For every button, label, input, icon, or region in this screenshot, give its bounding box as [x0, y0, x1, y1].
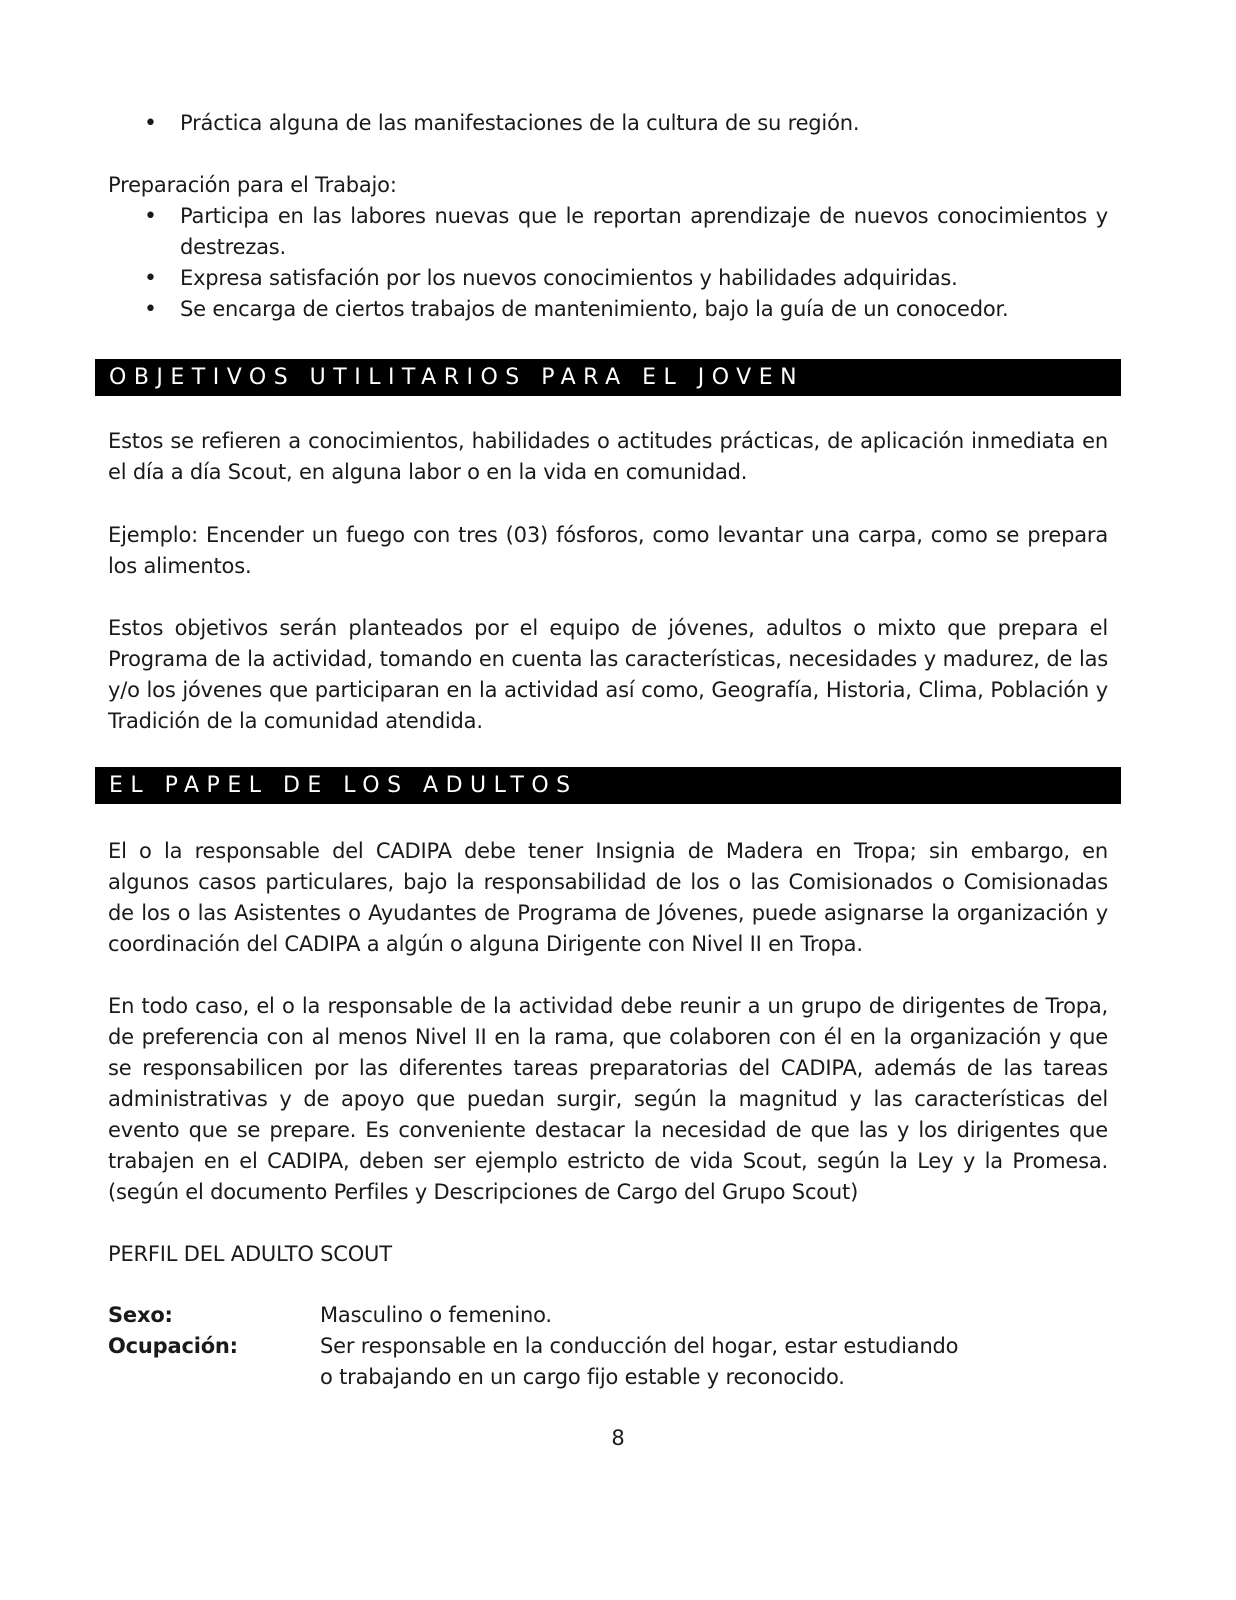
profile-row-sexo [108, 1300, 1108, 1331]
paragraph: Estos objetivos serán planteados por el equipo de jóvenes, adultos o mixto que prepara el Programa de la actividad, tomando en cuenta las características, necesidades y madurez, de las y/o los jóvenes que participaran en la actividad así como, Geografía, Historia, Clima, Población y Tradición de la comunidad atendida. [108, 616, 1108, 733]
ocupacion-value: Ser responsable en la conducción del hogar, estar estudiando o trabajando en un cargo fijo estable y reconocido. [320, 1334, 959, 1389]
intro-bullet-list [108, 108, 1108, 139]
list-item: • Participa en las labores nuevas que le reportan aprendizaje de nuevos conocimientos y destrezas. [108, 201, 1108, 263]
paragraph: Ejemplo: Encender un fuego con tres (03) fósforos, como levantar una carpa, como se prepara los alimentos. [108, 523, 1108, 578]
sexo-value: Masculino o femenino. [320, 1303, 552, 1327]
section-heading-adultos: EL PAPEL DE LOS ADULTOS [95, 767, 1121, 804]
list-item: • Práctica alguna de las manifestaciones de la cultura de su región. [108, 108, 1108, 139]
page-number: 8 [611, 1426, 625, 1450]
paragraph: El o la responsable del CADIPA debe tener Insignia de Madera en Tropa; sin embargo, en algunos casos particulares, bajo la responsabilidad de los o las Comisionados o Comisionadas de los o las Asistentes o Ayudantes de Programa de Jóvenes, puede asignarse la organización y coordinación del CADIPA a algún o alguna Dirigente con Nivel II en Tropa. [108, 839, 1108, 956]
list-item: • Se encarga de ciertos trabajos de mantenimiento, bajo la guía de un conocedor. [108, 294, 1108, 325]
profile-heading: PERFIL DEL ADULTO SCOUT [108, 1242, 392, 1266]
list-item: • Expresa satisfación por los nuevos conocimientos y habilidades adquiridas. [108, 263, 1108, 294]
ocupacion-label: Ocupación: [108, 1334, 238, 1358]
paragraph: En todo caso, el o la responsable de la actividad debe reunir a un grupo de dirigentes de Tropa, de preferencia con al menos Nivel II en la rama, que colaboren con él en la organización y que se responsabilicen por las diferentes tareas preparatorias del CADIPA, además de las tareas administrativas y de apoyo que puedan surgir, según la magnitud y las características del evento que se prepare. Es conveniente destacar la necesidad de que las y los dirigentes que trabajen en el CADIPA, deben ser ejemplo estricto de vida Scout, según la Ley y la Promesa. (según el documento Perfiles y Descripciones de Cargo del Grupo Scout) [108, 994, 1108, 1204]
sexo-label: Sexo: [108, 1303, 173, 1327]
paragraph: Estos se refieren a conocimientos, habilidades o actitudes prácticas, de aplicación inmediata en el día a día Scout, en alguna labor o en la vida en comunidad. [108, 429, 1108, 484]
work-prep-bullet-list [108, 201, 1108, 325]
profile-row-ocupacion [108, 1331, 1108, 1393]
section-heading-objetivos: OBJETIVOS UTILITARIOS PARA EL JOVEN [95, 359, 1121, 396]
work-prep-heading: Preparación para el Trabajo: [108, 173, 397, 197]
